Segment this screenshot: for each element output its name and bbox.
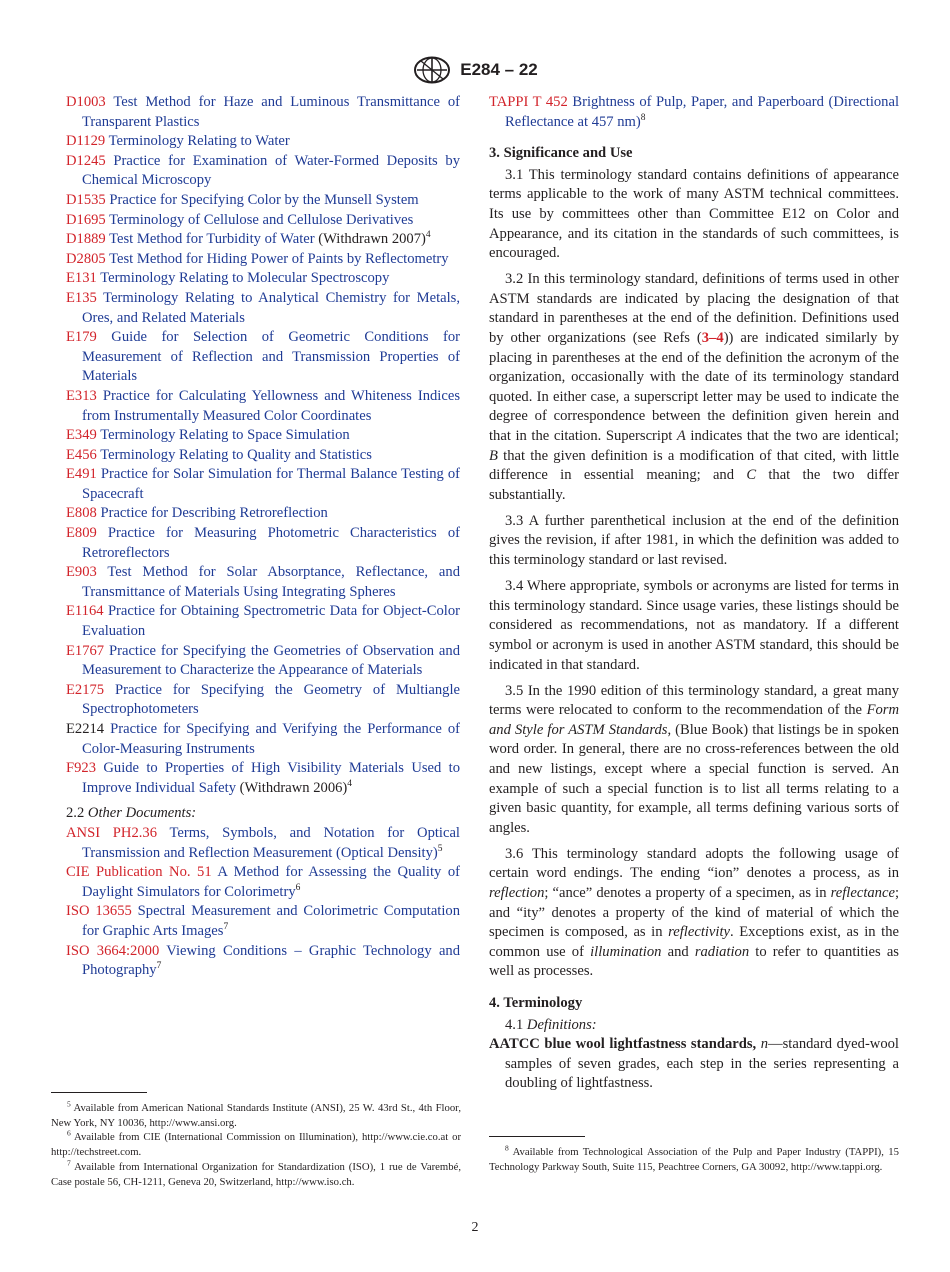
paragraph-3-2: 3.2 In this terminology standard, definitions of terms used in other ASTM standards are indicated by placing the designation of that standard in parentheses at the end of the definition. Definitions used by other organizations (see Refs (3–4)) are indicated similarly by placing in parentheses at the end of the definition the acronym of the organization, occasionally with the date of its terminology standard quoted. In either case, a superscript letter may be used to indicate the degree of correspondence between the definition given herein and that in the citation. Superscript A indicates that the two are identical; B that the given definition is a modification of that cited, with little difference in essential meaning; and C that the two differ substantially. (489, 271, 899, 503)
footnote-marker[interactable]: 4 (425, 230, 431, 241)
reference-code[interactable]: D1129 (66, 133, 106, 150)
footnote-rule (51, 1092, 147, 1093)
footnote-text: Available from CIE (International Commission on Illumination), http://www.cie.co.at or http://techstreet.com. (51, 1131, 461, 1159)
reference-item (66, 504, 460, 524)
reference-title[interactable]: Viewing Conditions – Graphic Technology and Photography (82, 942, 461, 979)
right-column (489, 93, 899, 1094)
footnote (51, 1160, 461, 1189)
reference-code[interactable]: E808 (66, 505, 97, 522)
reference-title[interactable]: Terminology Relating to Molecular Spectroscopy (100, 270, 390, 287)
reference-code[interactable]: E131 (66, 270, 97, 287)
reference-item (66, 426, 460, 446)
other-documents-heading: 2.2 Other Documents: (66, 805, 197, 822)
reference-item (66, 250, 460, 270)
reference-item (66, 289, 460, 328)
section-4-heading: 4. Terminology (489, 995, 583, 1012)
reference-item (66, 132, 460, 152)
reference-title[interactable]: Terminology Relating to Analytical Chemistry for Metals, Ores, and Related Materials (82, 289, 460, 326)
paragraph-3-1: 3.1 This terminology standard contains definitions of appearance terms applicable to the work of many ASTM technical committees. Its use by committees other than Committee E12 on Color and Appearance, and its citation in the standards of such committees, is encouraged. (489, 166, 899, 262)
footnote-number: 6 (67, 1128, 71, 1138)
footnote-text: Available from Technological Association of the Pulp and Paper Industry (TAPPI), 15 Technology Parkway South, Suite 115, Peachtree Corners, GA 30092, http://www.tappi.org. (489, 1146, 899, 1173)
reference-code[interactable]: E179 (66, 329, 97, 346)
reference-title[interactable]: A Method for Assessing the Quality of Daylight Simulators for Colorimetry (82, 864, 460, 900)
reference-title[interactable]: Spectral Measurement and Colorimetric Computation for Graphic Arts Images (82, 903, 461, 939)
reference-code[interactable]: E456 (66, 446, 97, 463)
other-documents-list (66, 824, 460, 981)
reference-item (66, 230, 460, 250)
left-column (66, 93, 460, 981)
footnote-marker[interactable]: 4 (347, 778, 353, 789)
reference-code[interactable]: E491 (66, 466, 97, 483)
reference-title[interactable]: Practice for Describing Retroreflection (100, 505, 328, 522)
reference-item (66, 387, 460, 426)
definition-entry: AATCC blue wool lightfastness standards, n—standard dyed-wool samples of seven grades, each step in the series representing a doubling of lightfastness. (489, 1036, 899, 1092)
left-footnotes (51, 1092, 461, 1189)
footnote-marker[interactable]: 7 (156, 961, 162, 972)
paragraph-3-3: 3.3 A further parenthetical inclusion at the end of the definition gives the revision, if after 1981, in which the definition was added to this terminology standard or last revised. (489, 512, 899, 569)
reference-code[interactable]: D2805 (66, 250, 106, 267)
reference-title[interactable]: Practice for Specifying and Verifying the Performance of Color-Measuring Instruments (82, 721, 460, 757)
footnote-number: 8 (505, 1143, 509, 1153)
reference-title[interactable]: Practice for Obtaining Spectrometric Data for Object-Color Evaluation (82, 603, 460, 640)
reference-title[interactable]: Terminology Relating to Water (108, 133, 290, 150)
reference-code[interactable]: E1164 (66, 603, 104, 620)
reference-title[interactable]: Terms, Symbols, and Notation for Optical Transmission and Reflection Measurement (Optical Density) (82, 824, 460, 861)
reference-code[interactable]: TAPPI T 452 (489, 94, 568, 110)
footnote-rule (489, 1136, 585, 1137)
reference-title[interactable]: Test Method for Haze and Luminous Transmittance of Transparent Plastics (82, 94, 460, 130)
reference-title[interactable]: Test Method for Solar Absorptance, Reflectance, and Transmittance of Materials Using Integrating Spheres (82, 564, 460, 600)
page-header (0, 55, 950, 85)
reference-code[interactable]: D1535 (66, 191, 106, 208)
reference-title[interactable]: Practice for Specifying Color by the Munsell System (109, 191, 419, 208)
footnote (51, 1130, 461, 1159)
footnote (51, 1101, 461, 1130)
reference-code[interactable]: CIE Publication No. 51 (66, 864, 212, 881)
other-document-item (66, 863, 460, 902)
reference-code[interactable]: ANSI PH2.36 (66, 824, 157, 841)
reference-code[interactable]: E2175 (66, 681, 105, 698)
reference-title[interactable]: Test Method for Hiding Power of Paints by Reflectometry (109, 250, 449, 267)
reference-title[interactable]: Practice for Specifying the Geometry of Multiangle Spectrophotometers (82, 681, 460, 718)
refs-link[interactable]: 3–4 (701, 330, 724, 347)
reference-code[interactable]: E349 (66, 427, 97, 444)
other-document-item (66, 902, 460, 941)
reference-title[interactable]: Terminology Relating to Space Simulation (100, 427, 350, 444)
reference-title[interactable]: Test Method for Turbidity of Water (109, 231, 315, 248)
referenced-documents-list (66, 93, 460, 798)
reference-item (66, 269, 460, 289)
page-number: 2 (471, 1220, 479, 1235)
reference-code[interactable]: E135 (66, 289, 97, 306)
footnote-number: 5 (67, 1099, 71, 1109)
tappi-reference (489, 93, 899, 132)
reference-title[interactable]: Practice for Measuring Photometric Characteristics of Retroreflectors (82, 525, 460, 561)
reference-code[interactable]: D1003 (66, 94, 106, 110)
reference-title[interactable]: Terminology of Cellulose and Cellulose Derivatives (109, 211, 414, 228)
reference-title[interactable]: Practice for Calculating Yellowness and Whiteness Indices from Instrumentally Measured Color Coordinates (82, 387, 460, 424)
reference-item (66, 759, 460, 798)
reference-item (66, 211, 460, 231)
other-document-item (66, 824, 460, 863)
section-3-heading: 3. Significance and Use (489, 145, 633, 162)
reference-item (66, 563, 460, 602)
footnote-number: 7 (67, 1158, 71, 1168)
reference-code[interactable]: D1695 (66, 211, 106, 228)
reference-code[interactable]: ISO 3664:2000 (66, 942, 160, 959)
footnote-marker[interactable]: 7 (223, 922, 229, 933)
right-footnotes (489, 1136, 899, 1174)
reference-code[interactable]: E2214 (66, 721, 105, 737)
footnote-marker[interactable]: 6 (295, 882, 301, 893)
definitions-subheading: 4.1 Definitions: (505, 1016, 597, 1033)
definition-term: AATCC blue wool lightfastness standards, (489, 1036, 757, 1053)
reference-title[interactable]: Practice for Specifying the Geometries of Observation and Measurement to Characterize the Appearance of Materials (82, 642, 460, 679)
reference-item (66, 152, 460, 191)
footnote-text: Available from American National Standards Institute (ANSI), 25 W. 43rd St., 4th Floor, New York, NY 10036, http://www.ansi.org. (51, 1102, 461, 1129)
other-document-item (66, 942, 460, 981)
reference-item (66, 328, 460, 387)
reference-title[interactable]: Practice for Solar Simulation for Thermal Balance Testing of Spacecraft (82, 466, 460, 502)
reference-item (66, 524, 460, 563)
reference-note: (Withdrawn 2007) (314, 231, 426, 248)
reference-code[interactable]: E903 (66, 564, 97, 581)
reference-title[interactable]: Guide to Properties of High Visibility Materials Used to Improve Individual Safety (82, 760, 460, 796)
reference-code[interactable]: D1245 (66, 152, 106, 169)
reference-code[interactable]: E809 (66, 525, 97, 542)
reference-code[interactable]: E313 (66, 387, 97, 404)
reference-note: (Withdrawn 2006) (236, 779, 348, 796)
paragraph-3-6: 3.6 This terminology standard adopts the following usage of certain word endings. The ending “ion” denotes a process, as in reflection; “ance” denotes a property of a specimen, as in reflectance; and “ity” denotes a property of the kind of material of which the specimen is composed, as in reflectivity. Exceptions exist, as in the common use of illumination and radiation to refer to quantities as well as processes. (489, 845, 899, 980)
reference-title[interactable]: Brightness of Pulp, Paper, and Paperboard (Directional Reflectance at 457 nm) (505, 94, 900, 130)
reference-title[interactable]: Guide for Selection of Geometric Conditions for Measurement of Reflection and Transmission Properties of Materials (82, 329, 460, 385)
reference-item (66, 720, 460, 759)
reference-item (66, 93, 460, 132)
reference-item (66, 191, 460, 211)
paragraph-3-4: 3.4 Where appropriate, symbols or acronyms are listed for terms in this terminology standard. Since usage varies, these listings should be considered as recommendations, not as mandatory. If a different symbol or acronym is used in another ASTM standard, this should be indicated in that standard. (489, 578, 899, 673)
standard-designation: E284 – 22 (460, 60, 538, 79)
reference-code[interactable]: ISO 13655 (66, 903, 132, 920)
reference-item (66, 642, 460, 681)
reference-item (66, 681, 460, 720)
footnote-text: Available from International Organization for Standardization (ISO), 1 rue de Varembé, Case postale 56, CH-1211, Geneva 20, Switzerland, http://www.iso.ch. (51, 1160, 461, 1188)
reference-item (66, 602, 460, 641)
paragraph-3-5: 3.5 In the 1990 edition of this terminology standard, a great many terms were relocated to conform to the recommendation of the Form and Style for ASTM Standards, (Blue Book) that listings be in spoken word order. In general, there are no cross-references between the old and new listings, except where a special function is served. An example of such a special function is to list all terms relating to a given basic quantity, for example, all terms defining various sorts of angles. (489, 682, 899, 836)
footnote-marker[interactable]: 5 (437, 843, 443, 854)
footnote-marker[interactable]: 8 (640, 112, 646, 123)
reference-title[interactable]: Terminology Relating to Quality and Statistics (100, 446, 372, 463)
reference-code[interactable]: E1767 (66, 642, 105, 659)
reference-item (66, 465, 460, 504)
reference-title[interactable]: Practice for Examination of Water-Formed Deposits by Chemical Microscopy (82, 152, 460, 189)
reference-code[interactable]: D1889 (66, 231, 106, 248)
astm-logo-icon (412, 56, 452, 84)
footnote (489, 1145, 899, 1174)
reference-item (66, 446, 460, 466)
reference-code[interactable]: F923 (66, 760, 97, 777)
